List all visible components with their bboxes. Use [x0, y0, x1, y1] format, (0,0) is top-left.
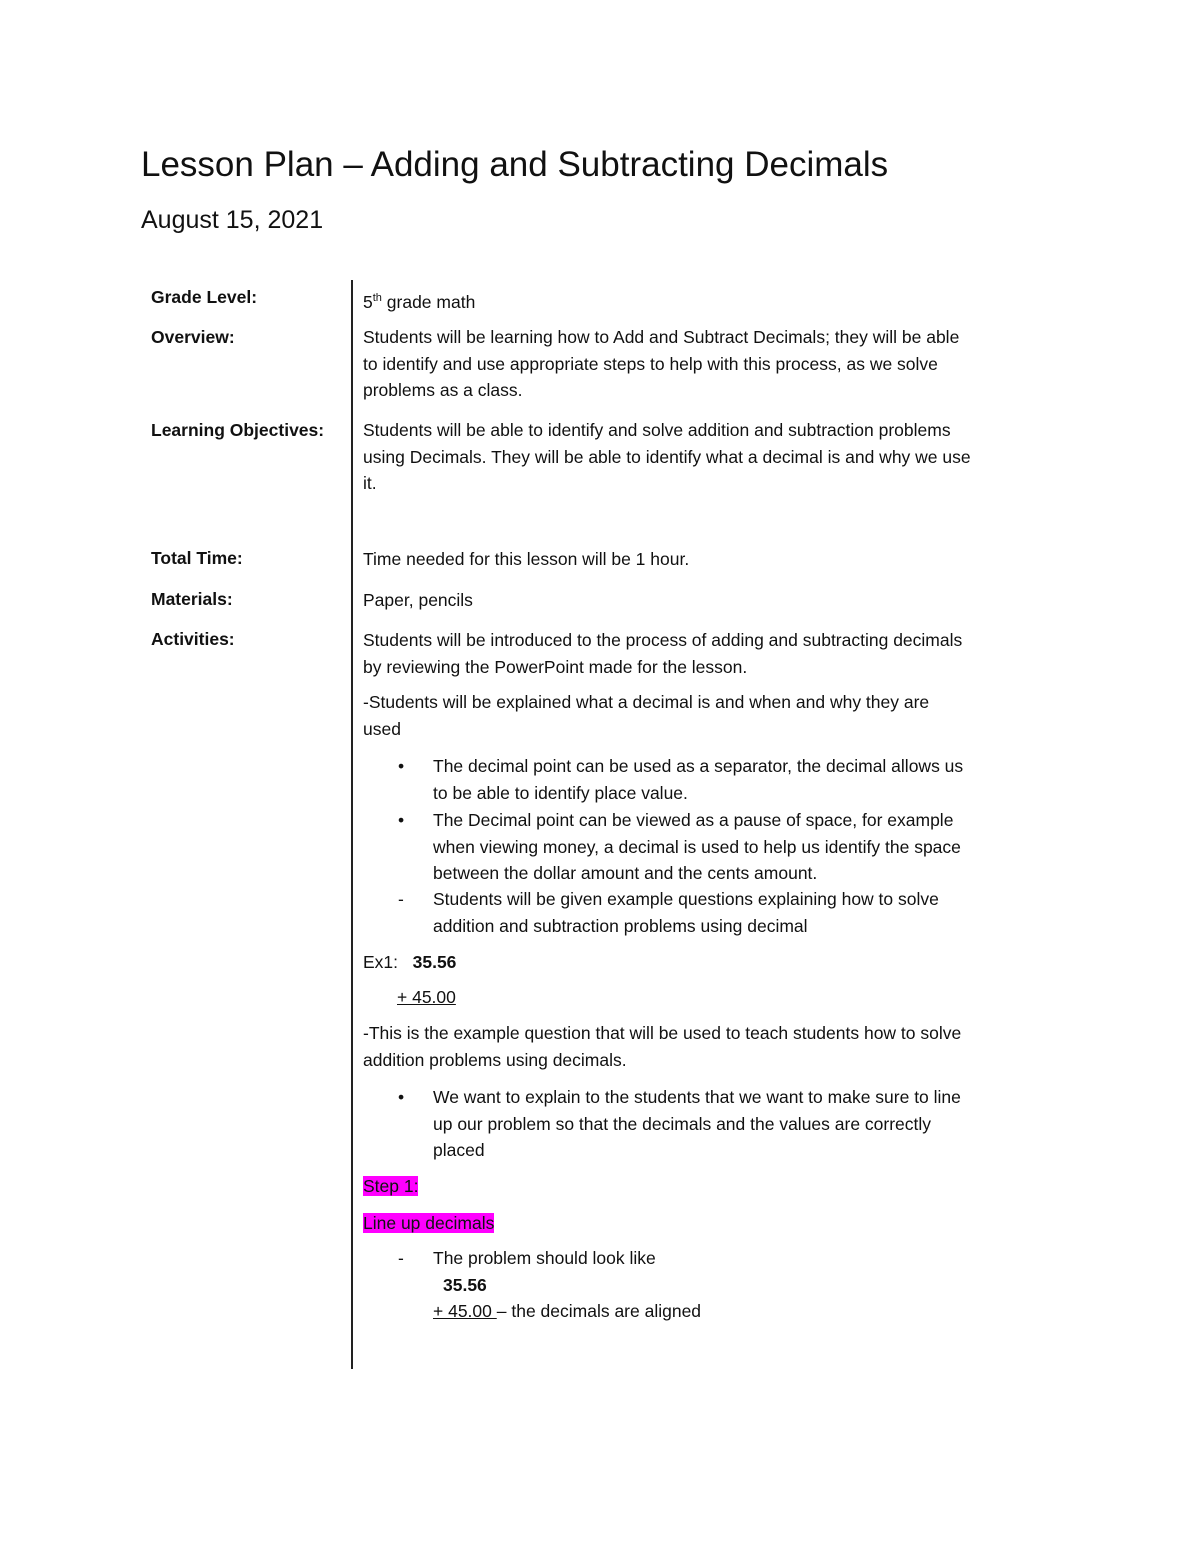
overview-text: Students will be learning how to Add and Subtract Decimals; they will be able to identify and use appropriate steps to help with this process, as we solve problems as a class. — [363, 327, 960, 400]
objectives-text: Students will be able to identify and solve addition and subtraction problems using Decimals. They will be able to identify what a decimal is and why we use it. — [363, 420, 971, 493]
aligned-bottom-line: + 45.00 – the decimals are aligned — [433, 1301, 702, 1321]
grade-level-value: 5th grade math — [363, 291, 476, 312]
bullet-icon: • — [398, 810, 405, 830]
step-1-title: Line up decimals — [363, 1213, 495, 1233]
dash-item: Students will be given example questions explaining how to solve addition and subtraction problems using decimal — [433, 889, 939, 936]
dash-icon: - — [398, 889, 404, 909]
materials-label: Materials: — [151, 589, 233, 609]
lesson-date: August 15, 2021 — [141, 206, 324, 234]
activities-label: Activities: — [151, 629, 235, 649]
activities-explain: -Students will be explained what a decimal is and when and why they are used — [363, 692, 930, 739]
page-title: Lesson Plan – Adding and Subtracting Decimals — [141, 145, 889, 184]
total-time-label: Total Time: — [151, 548, 243, 568]
step-1-heading: Step 1: — [363, 1176, 419, 1196]
objectives-label: Learning Objectives: — [151, 420, 325, 440]
dash-icon: - — [398, 1248, 404, 1268]
total-time-text: Time needed for this lesson will be 1 hour. — [363, 549, 690, 569]
bullet-item: The decimal point can be used as a separator, the decimal allows us to be able to identify place value. — [433, 756, 964, 803]
example-addend: + 45.00 — [397, 987, 456, 1007]
bullet-icon: • — [398, 1087, 405, 1107]
dash-item: The problem should look like — [433, 1248, 656, 1268]
example-line: Ex1: 35.56 — [363, 952, 457, 972]
activities-intro: Students will be introduced to the process of adding and subtracting decimals by reviewing the PowerPoint made for the lesson. — [363, 630, 963, 677]
materials-text: Paper, pencils — [363, 590, 473, 610]
bullet-item: We want to explain to the students that we want to make sure to line up our problem so that the decimals and the values are correctly placed — [433, 1087, 961, 1160]
aligned-top-number: 35.56 — [443, 1275, 487, 1295]
column-divider — [351, 280, 353, 1369]
bullet-item: The Decimal point can be viewed as a pause of space, for example when viewing money, a decimal is used to help us identify the space between the dollar amount and the cents amount. — [433, 810, 961, 883]
bullet-icon: • — [398, 756, 405, 776]
example-note: -This is the example question that will be used to teach students how to solve addition problems using decimals. — [363, 1023, 962, 1070]
grade-level-label: Grade Level: — [151, 287, 258, 307]
overview-label: Overview: — [151, 327, 235, 347]
